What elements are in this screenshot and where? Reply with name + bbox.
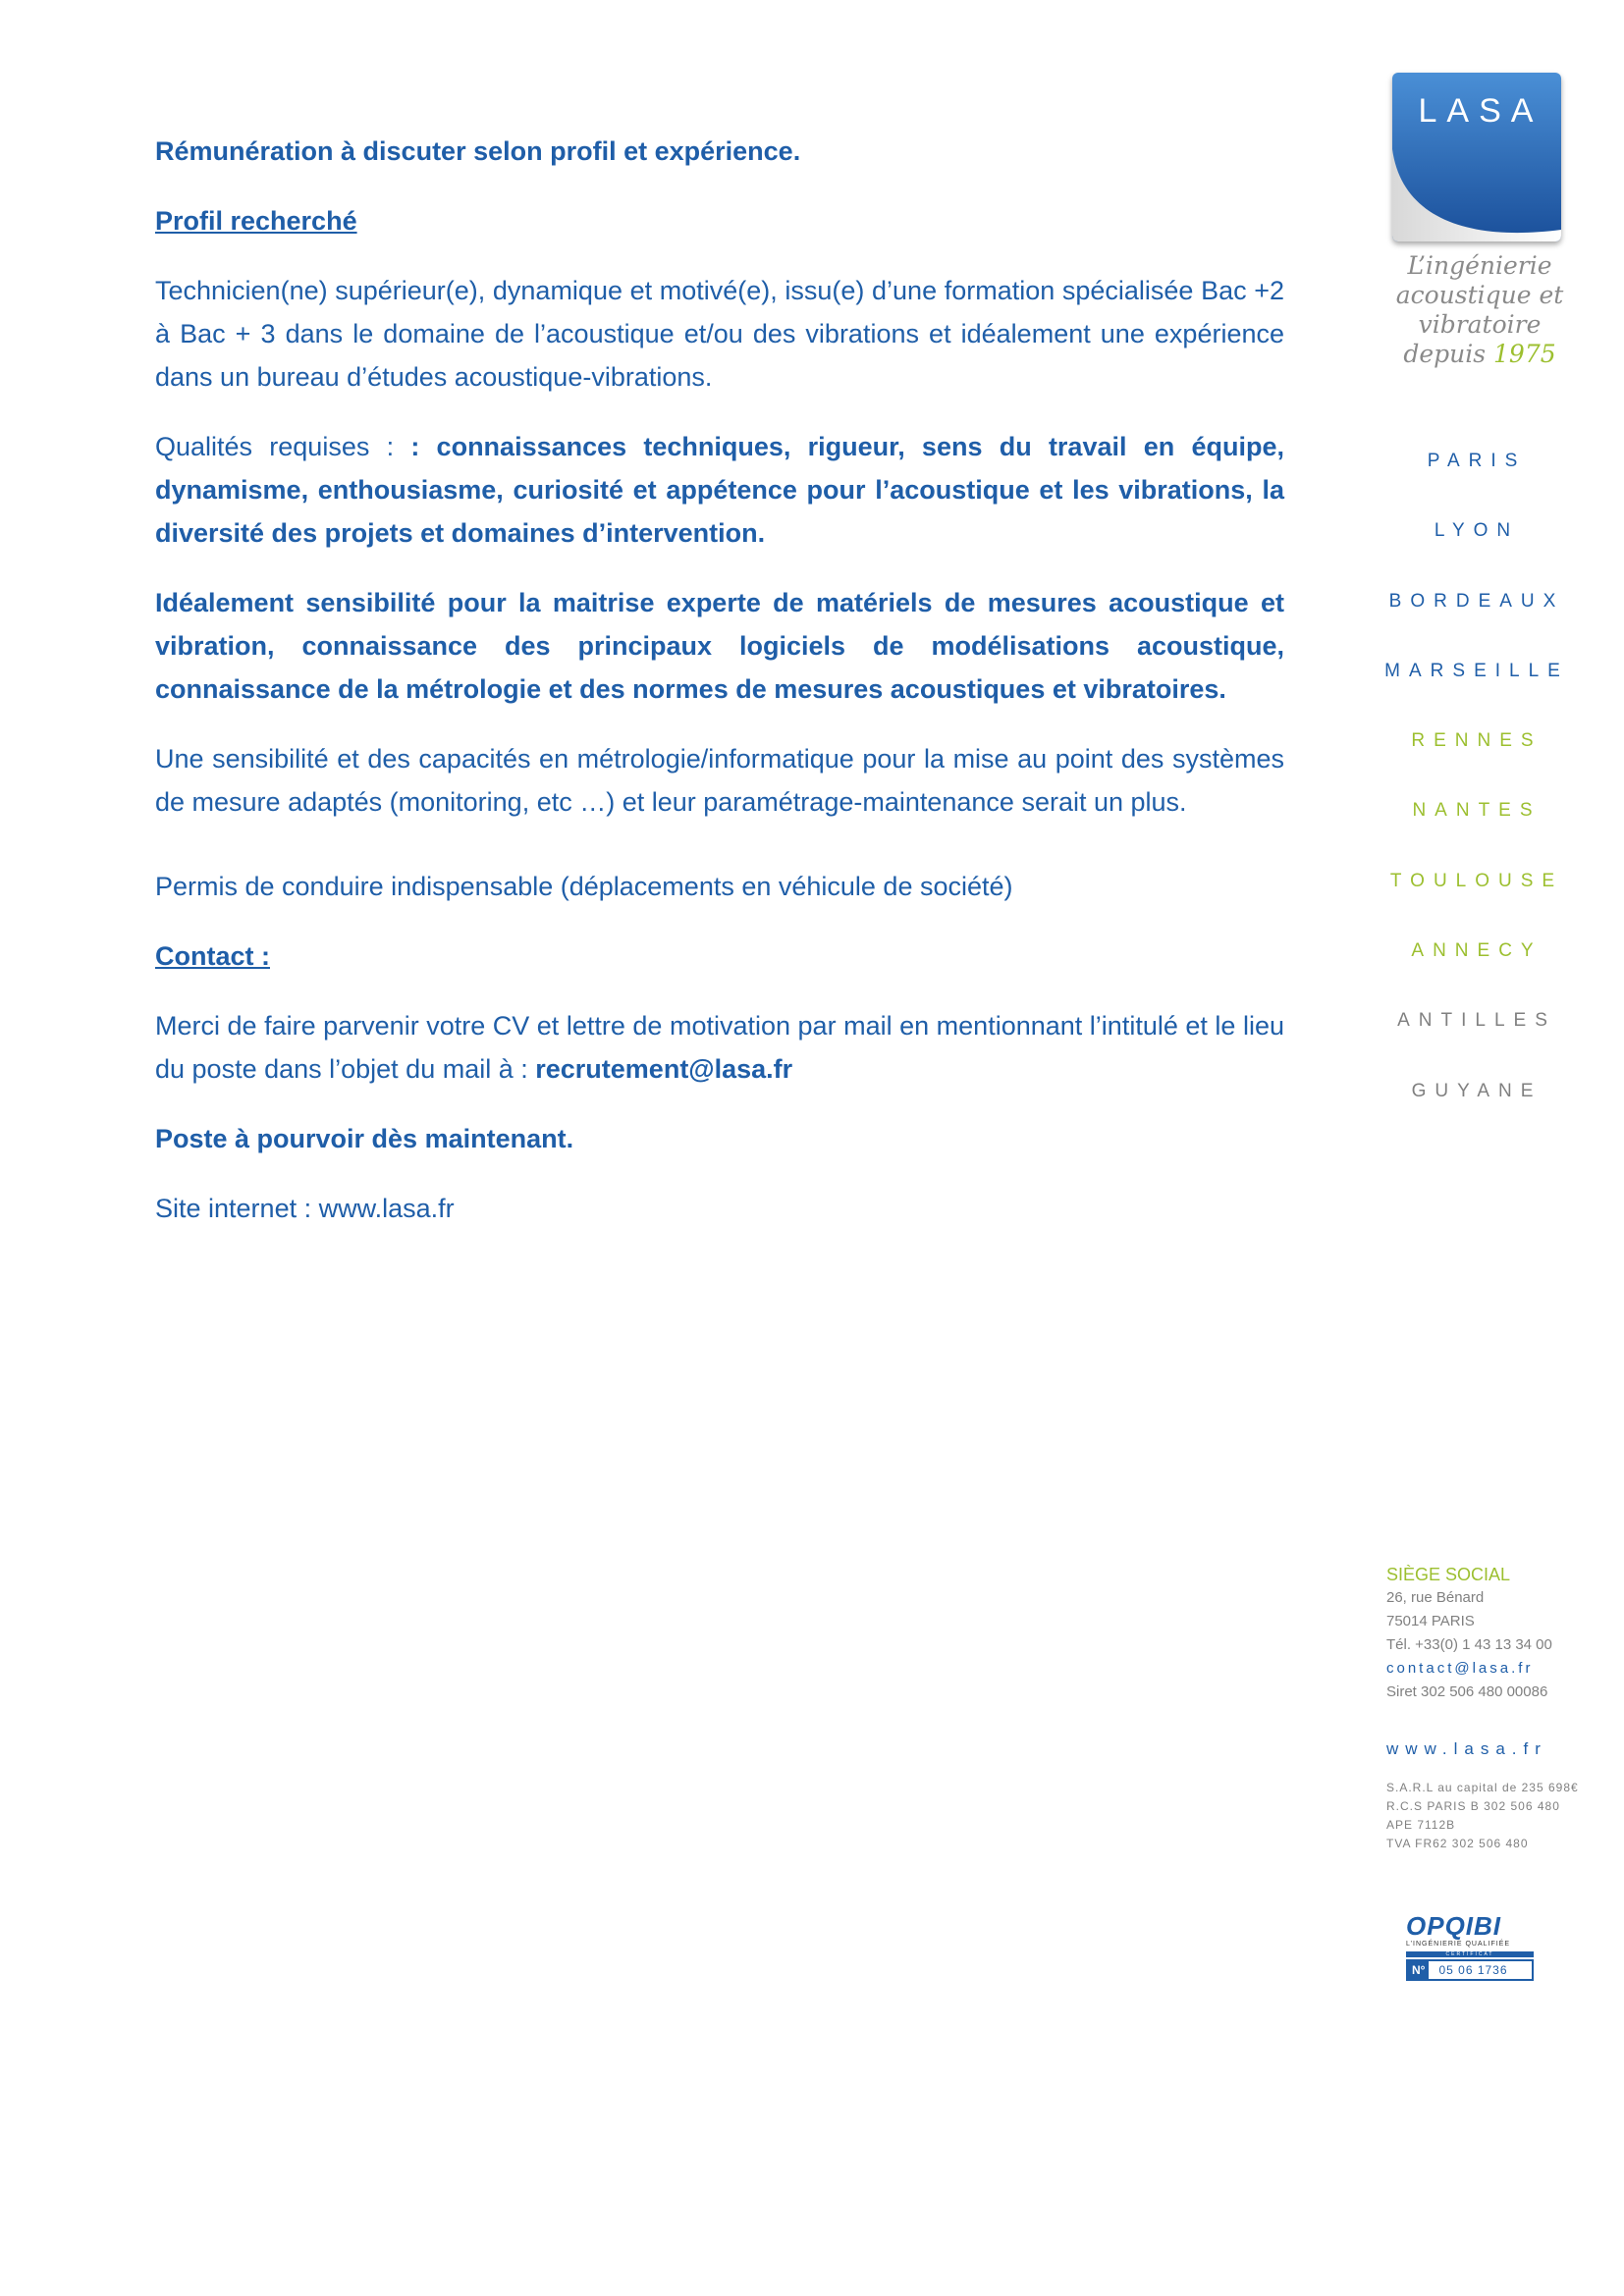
city-guyane: GUYANE <box>1411 1080 1543 1101</box>
legal-tva: TVA FR62 302 506 480 <box>1386 1837 1529 1850</box>
poste-text: Poste à pourvoir dès maintenant. <box>155 1124 574 1153</box>
phone-number: Tél. +33(0) 1 43 13 34 00 <box>1386 1636 1552 1653</box>
logo-text: LASA <box>1418 92 1543 130</box>
city-annecy: ANNECY <box>1411 940 1543 962</box>
legal-rcs: R.C.S PARIS B 302 506 480 <box>1386 1799 1560 1813</box>
site-text: Site internet : www.lasa.fr <box>155 1194 455 1223</box>
city-paris: PARIS <box>1427 451 1527 471</box>
tagline <box>1347 251 1612 369</box>
tagline-line-1: L’ingénierie <box>1407 251 1552 280</box>
qualites-label: Qualités requises : <box>155 432 411 461</box>
city-marseille: MARSEILLE <box>1384 660 1569 681</box>
contact-email-link[interactable]: recrutement@lasa.fr <box>535 1054 793 1084</box>
legal-ape: APE 7112B <box>1386 1818 1456 1832</box>
city-list <box>1345 447 1608 1147</box>
tagline-line-2: acoustique et vibratoire <box>1395 281 1564 339</box>
head-office-heading: SIÈGE SOCIAL <box>1386 1565 1511 1584</box>
tagline-since: depuis <box>1403 340 1494 368</box>
qualites-text: : connaissances techniques, rigueur, sens du travail en équipe, dynamisme, enthousiasme, curiosité et appétence pour l’acoustique et les vibrations, la diversité des projets et domaines d’intervention. <box>155 432 1284 548</box>
city-nantes: NANTES <box>1412 800 1542 822</box>
legal-capital: S.A.R.L au capital de 235 698€ <box>1386 1781 1579 1794</box>
sensibilite-text: Une sensibilité et des capacités en métrologie/informatique pour la mise au point des systèmes de mesure adaptés (monitoring, etc …) et leur paramétrage-maintenance serait un plus. <box>155 744 1284 817</box>
city-antilles: ANTILLES <box>1397 1010 1556 1032</box>
certificate-label: CERTIFICAT <box>1445 1951 1494 1957</box>
head-office <box>1386 1563 1622 1853</box>
website-link[interactable]: www.lasa.fr <box>1386 1739 1547 1758</box>
lasa-logo <box>1392 73 1561 241</box>
qualites-paragraph <box>155 425 1284 555</box>
city-toulouse: TOULOUSE <box>1389 870 1564 891</box>
remuneration-text: Rémunération à discuter selon profil et expérience. <box>155 136 801 166</box>
job-offer-body <box>155 130 1284 1256</box>
certificate-number: 05 06 1736 <box>1438 1963 1508 1977</box>
certificate-number-box <box>1406 1959 1534 1981</box>
siret-number: Siret 302 506 480 00086 <box>1386 1683 1548 1700</box>
address-line-1: 26, rue Bénard <box>1386 1589 1485 1606</box>
contact-email[interactable]: contact@lasa.fr <box>1386 1660 1534 1677</box>
address-line-2: 75014 PARIS <box>1386 1613 1475 1629</box>
permis-text: Permis de conduire indispensable (déplacements en véhicule de société) <box>155 872 1013 901</box>
contact-heading: Contact : <box>155 941 270 971</box>
idealement-text: Idéalement sensibilité pour la maitrise experte de matériels de mesures acoustique et vibration, connaissance des principaux logiciels de modélisations acoustique, connaissance de la métrologie et des normes de mesures acoustiques et vibratoires. <box>155 588 1284 704</box>
certificate-number-label: N° <box>1408 1961 1429 1979</box>
city-lyon: LYON <box>1434 520 1520 542</box>
contact-text: Merci de faire parvenir votre CV et lettre de motivation par mail en mentionnant l’intitulé et le lieu du poste dans l’objet du mail à : <box>155 1011 1284 1084</box>
city-rennes: RENNES <box>1411 730 1543 752</box>
certificate-bar <box>1406 1951 1534 1957</box>
opqibi-subtitle: L’INGÉNIERIE QUALIFIÉE <box>1406 1941 1511 1948</box>
profil-text: Technicien(ne) supérieur(e), dynamique et motivé(e), issu(e) d’une formation spécialisée Bac +2 à Bac + 3 dans le domaine de l’acoustique et/ou des vibrations et idéalement une expérience dans un bureau d’études acoustique-vibrations. <box>155 276 1284 392</box>
opqibi-certification <box>1406 1912 1534 1981</box>
profil-heading: Profil recherché <box>155 206 357 236</box>
tagline-line-3 <box>1347 340 1612 369</box>
tagline-year: 1975 <box>1493 340 1556 368</box>
contact-paragraph <box>155 1004 1284 1091</box>
opqibi-logo: OPQIBI <box>1406 1911 1502 1941</box>
city-bordeaux: BORDEAUX <box>1388 590 1565 612</box>
